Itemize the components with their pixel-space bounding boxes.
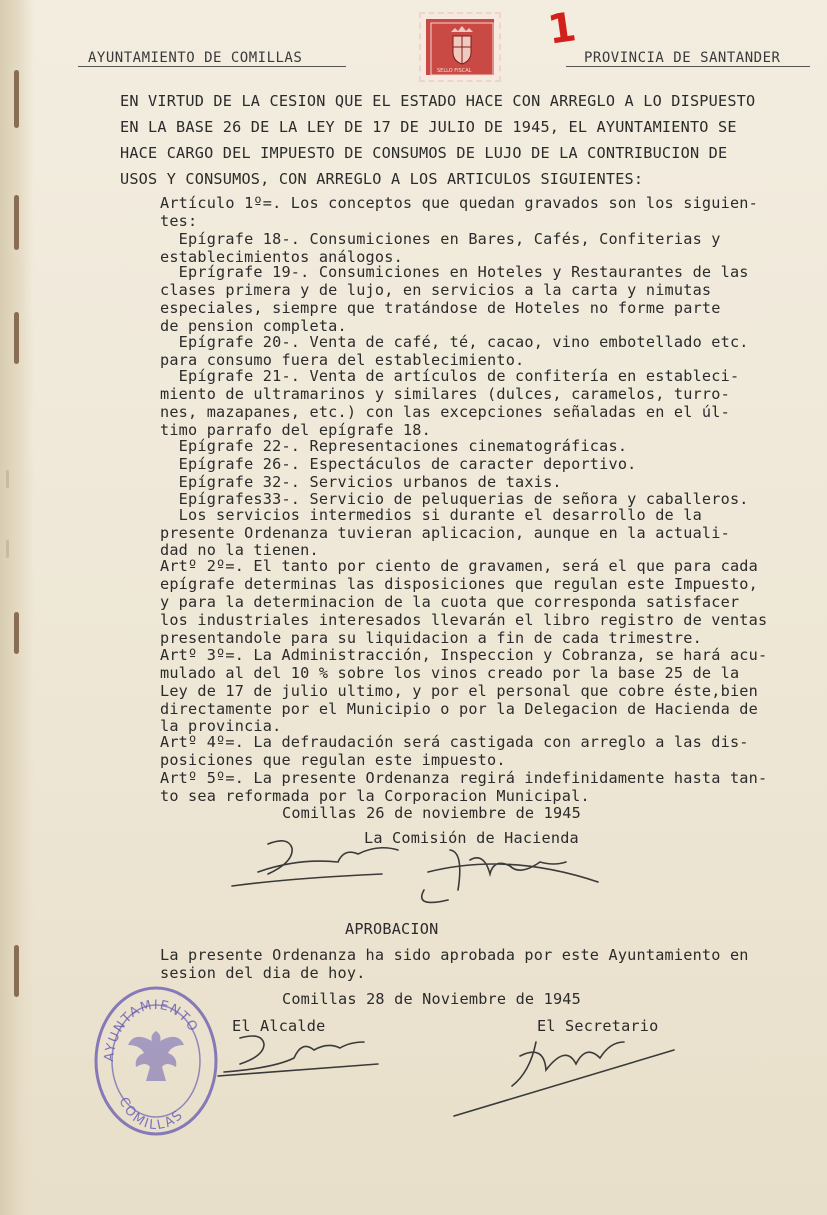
body-line: Epígrafe 22-. Representaciones cinematográficas. bbox=[160, 437, 628, 455]
place-date-2: Comillas 28 de Noviembre de 1945 bbox=[282, 990, 581, 1008]
body-line: Los servicios intermedios si durante el desarrollo de la bbox=[160, 506, 702, 524]
body-line: clases primera y de lujo, en servicios a la carta y nimutas bbox=[160, 281, 712, 299]
approval-heading: APROBACION bbox=[345, 920, 439, 938]
svg-text:COMILLAS bbox=[115, 1095, 187, 1133]
body-line: dad no la tienen. bbox=[160, 541, 319, 559]
body-line: la provincia. bbox=[160, 717, 282, 735]
body-line: y para la determinacion de la cuota que corresponda satisfacer bbox=[160, 593, 740, 611]
body-line: Artº 2º=. El tanto por ciento de gravamen, será el que para cada bbox=[160, 557, 758, 575]
body-line: HACE CARGO DEL IMPUESTO DE CONSUMOS DE LUJO DE LA CONTRIBUCION DE bbox=[120, 144, 728, 162]
body-line: timo parrafo del epígrafe 18. bbox=[160, 421, 431, 439]
body-line: Artº 4º=. La defraudación será castigada con arreglo a las dis- bbox=[160, 733, 749, 751]
header-left: AYUNTAMIENTO DE COMILLAS bbox=[88, 50, 303, 66]
body-line: mulado al del 10 % sobre los vinos creado por la base 25 de la bbox=[160, 664, 740, 682]
body-line: Epígrafes33-. Servicio de peluquerias de señora y caballeros. bbox=[160, 490, 749, 508]
paper-mark bbox=[6, 540, 9, 558]
binding-hole bbox=[14, 312, 19, 364]
body-line: to sea reformada por la Corporacion Municipal. bbox=[160, 787, 590, 805]
binding-hole bbox=[14, 70, 19, 128]
header-right-rule bbox=[566, 66, 810, 67]
page-number: 1 bbox=[544, 4, 579, 54]
signature-1 bbox=[228, 832, 418, 892]
body-line: Epígrafe 21-. Venta de artículos de confitería en estableci- bbox=[160, 367, 740, 385]
coat-of-arms-icon bbox=[421, 14, 503, 84]
mayor-label: El Alcalde bbox=[232, 1017, 326, 1035]
paper-mark bbox=[6, 470, 9, 488]
eagle-icon bbox=[128, 1031, 184, 1081]
signature-2 bbox=[410, 840, 610, 912]
body-line: Eprígrafe 19-. Consumiciones en Hoteles y Restaurantes de las bbox=[160, 263, 749, 281]
body-line: Epígrafe 32-. Servicios urbanos de taxis. bbox=[160, 473, 562, 491]
body-line: presente Ordenanza tuvieran aplicacion, aunque en la actuali- bbox=[160, 524, 730, 542]
place-date-1: Comillas 26 de noviembre de 1945 bbox=[282, 804, 581, 822]
body-line: EN VIRTUD DE LA CESION QUE EL ESTADO HACE CON ARREGLO A LO DISPUESTO bbox=[120, 92, 756, 110]
approval-line-1: La presente Ordenanza ha sido aprobada por este Ayuntamiento en bbox=[160, 946, 749, 964]
body-line: Artículo 1º=. Los conceptos que quedan gravados son los siguien- bbox=[160, 194, 758, 212]
fiscal-stamp bbox=[419, 12, 501, 82]
header-right: PROVINCIA DE SANTANDER bbox=[584, 50, 781, 66]
body-line: Artº 5º=. La presente Ordenanza regirá indefinidamente hasta tan- bbox=[160, 769, 768, 787]
secretary-label: El Secretario bbox=[537, 1017, 659, 1035]
body-line: nes, mazapanes, etc.) con las excepciones señaladas en el úl- bbox=[160, 403, 730, 421]
seal-bottom-text: COMILLAS bbox=[115, 1095, 188, 1134]
body-line: especiales, siempre que tratándose de Hoteles no forme parte bbox=[160, 299, 721, 317]
binding-hole bbox=[14, 612, 19, 654]
stamp-caption: SELLO FISCAL bbox=[437, 68, 472, 74]
body-line: tes: bbox=[160, 212, 198, 230]
body-line: EN LA BASE 26 DE LA LEY DE 17 DE JULIO DE 1945, EL AYUNTAMIENTO SE bbox=[120, 118, 737, 136]
seal-top-text: AYUNTAMIENTO bbox=[101, 997, 201, 1063]
body-line: los industriales interesados llevarán el libro registro de ventas bbox=[160, 611, 768, 629]
body-line: establecimientos análogos. bbox=[160, 248, 403, 266]
body-line: de pension completa. bbox=[160, 317, 347, 335]
body-line: Epígrafe 20-. Venta de café, té, cacao, vino embotellado etc. bbox=[160, 333, 749, 351]
approval-line-2: sesion del dia de hoy. bbox=[160, 964, 366, 982]
body-line: Epígrafe 18-. Consumiciones en Bares, Cafés, Confiterias y bbox=[160, 230, 721, 248]
body-line: directamente por el Municipio o por la Delegacion de Hacienda de bbox=[160, 700, 758, 718]
body-line: Epígrafe 26-. Espectáculos de caracter deportivo. bbox=[160, 455, 637, 473]
commission-label: La Comisión de Hacienda bbox=[364, 829, 579, 847]
secretary-signature bbox=[450, 1028, 680, 1120]
body-line: Ley de 17 de julio ultimo, y por el personal que cobre éste,bien bbox=[160, 682, 758, 700]
binding-hole bbox=[14, 195, 19, 250]
body-line: epígrafe determinas las disposiciones que regulan este Impuesto, bbox=[160, 575, 758, 593]
body-line: USOS Y CONSUMOS, CON ARREGLO A LOS ARTICULOS SIGUIENTES: bbox=[120, 170, 644, 188]
body-line: miento de ultramarinos y similares (dulces, caramelos, turro- bbox=[160, 385, 730, 403]
paper-edge bbox=[0, 0, 34, 1215]
body-line: posiciones que regulan este impuesto. bbox=[160, 751, 506, 769]
mayor-signature bbox=[214, 1028, 394, 1078]
header-left-rule bbox=[78, 66, 346, 67]
body-line: para consumo fuera del establecimiento. bbox=[160, 351, 525, 369]
body-line: Artº 3º=. La Administracción, Inspeccion y Cobranza, se hará acu- bbox=[160, 646, 768, 664]
municipal-seal bbox=[93, 985, 219, 1137]
binding-hole bbox=[14, 945, 19, 997]
body-line: presentandole para su liquidacion a fin de cada trimestre. bbox=[160, 629, 702, 647]
